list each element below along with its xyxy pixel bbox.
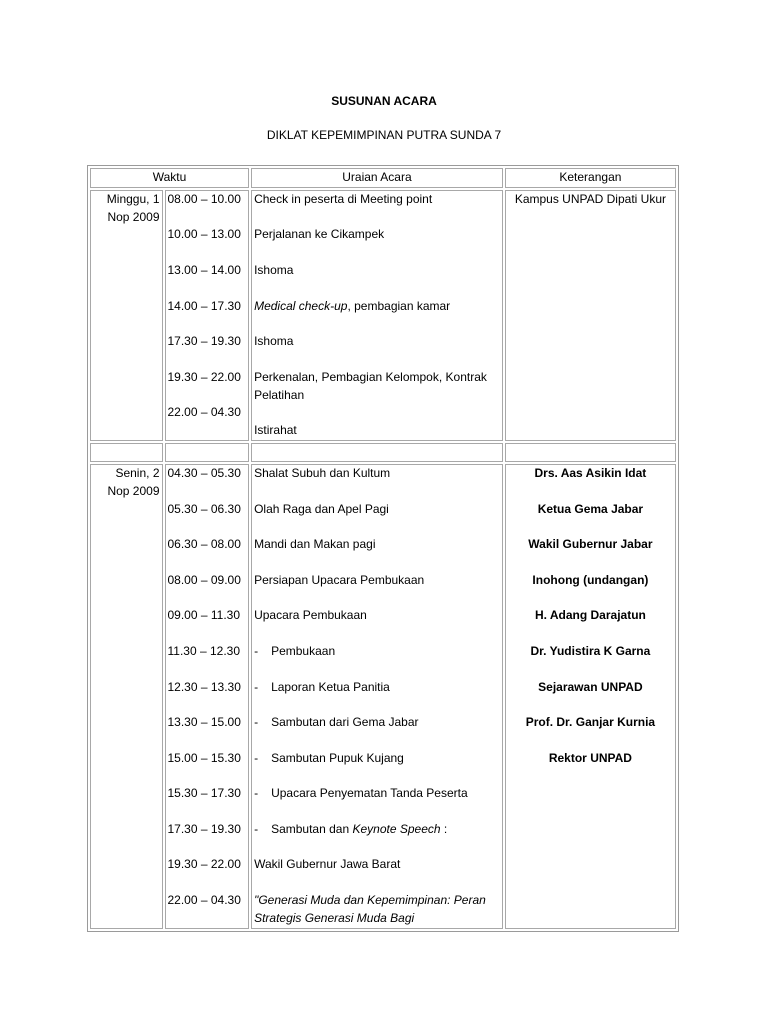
activity-text: Sambutan Pupuk Kujang	[271, 750, 404, 765]
activity	[254, 679, 500, 697]
activity: Upacara Pembukaan	[254, 608, 367, 623]
note: Drs. Aas Asikin Idat	[534, 465, 647, 480]
note: Sejarawan UNPAD	[538, 679, 643, 694]
document-title: SUSUNAN ACARA	[331, 94, 437, 108]
time-slot: 22.00 – 04.30	[167, 893, 241, 908]
activity	[254, 750, 500, 768]
time-slot: 08.00 – 10.00	[167, 191, 241, 206]
time-slot: 10.00 – 13.00	[167, 227, 241, 242]
activity-text: Sambutan dari Gema Jabar	[271, 715, 419, 730]
schedule-row-day2	[90, 464, 676, 929]
time-slot: 06.30 – 08.00	[167, 537, 241, 552]
activity: Persiapan Upacara Pembukaan	[254, 572, 425, 587]
time-slot: 19.30 – 22.00	[167, 857, 241, 872]
activity: Shalat Subuh dan Kultum	[254, 465, 391, 480]
time-cell	[165, 190, 250, 441]
activity: Check in peserta di Meeting point	[254, 191, 433, 206]
activity-text: Upacara Penyematan Tanda Peserta	[271, 786, 468, 801]
activity: Wakil Gubernur Jawa Barat	[254, 857, 401, 872]
time-slot: 04.30 – 05.30	[167, 465, 241, 480]
time-slot: 11.30 – 12.30	[167, 643, 241, 658]
activity-cell	[251, 464, 503, 929]
header-uraian: Uraian Acara	[251, 168, 503, 188]
activity: Ishoma	[254, 262, 294, 277]
note: Ketua Gema Jabar	[537, 501, 644, 516]
activity: Istirahat	[254, 423, 297, 438]
activity-rest: , pembagian kamar	[347, 298, 451, 313]
header-waktu: Waktu	[90, 168, 249, 188]
bullet-dash: -	[254, 643, 259, 658]
activity	[254, 643, 500, 661]
activity-text: :	[440, 821, 448, 836]
time-slot: 22.00 – 04.30	[167, 405, 241, 420]
note: Kampus UNPAD Dipati Ukur	[514, 191, 666, 206]
time-slot: 15.00 – 15.30	[167, 750, 241, 765]
time-slot: 17.30 – 19.30	[167, 334, 241, 349]
activity-italic: Keynote Speech	[352, 821, 441, 836]
activity: Olah Raga dan Apel Pagi	[254, 501, 389, 516]
activity: Perjalanan ke Cikampek	[254, 227, 385, 242]
time-slot: 12.30 – 13.30	[167, 679, 241, 694]
note: H. Adang Darajatun	[534, 608, 646, 623]
notes-cell	[505, 190, 676, 441]
activity	[254, 714, 500, 732]
header-row	[90, 168, 676, 188]
time-slot: 13.30 – 15.00	[167, 715, 241, 730]
time-slot: 19.30 – 22.00	[167, 369, 241, 384]
bullet-dash: -	[254, 715, 259, 730]
note: Dr. Yudistira K Garna	[530, 643, 651, 658]
activity: Ishoma	[254, 334, 294, 349]
day-cell: Minggu, 1 Nop 2009	[90, 190, 163, 441]
note: Rektor UNPAD	[548, 750, 632, 765]
bullet-dash: -	[254, 821, 259, 836]
time-slot: 17.30 – 19.30	[167, 821, 241, 836]
activity-text: Laporan Ketua Panitia	[271, 679, 390, 694]
document-subtitle: DIKLAT KEPEMIMPINAN PUTRA SUNDA 7	[266, 128, 502, 142]
time-slot: 05.30 – 06.30	[167, 501, 241, 516]
time-slot: 09.00 – 11.30	[167, 608, 241, 623]
time-slot: 15.30 – 17.30	[167, 786, 241, 801]
activity: "Generasi Muda dan Kepemimpinan: Peran Strategis Generasi Muda Bagi	[254, 893, 486, 925]
bullet-dash: -	[254, 750, 259, 765]
notes-cell	[505, 464, 676, 929]
activity: Perkenalan, Pembagian Kelompok, Kontrak Pelatihan	[254, 369, 487, 402]
bullet-dash: -	[254, 679, 259, 694]
activity	[254, 298, 500, 316]
note: Prof. Dr. Ganjar Kurnia	[525, 715, 656, 730]
spacer-row	[90, 443, 676, 462]
schedule-table	[87, 165, 679, 932]
time-cell	[165, 464, 250, 929]
day-cell: Senin, 2 Nop 2009	[90, 464, 163, 929]
activity-text: Sambutan dan	[271, 821, 353, 836]
note: Wakil Gubernur Jabar	[528, 537, 653, 552]
activity	[254, 785, 500, 803]
time-slot: 13.00 – 14.00	[167, 262, 241, 277]
activity-text: Pembukaan	[271, 643, 336, 658]
activity-cell	[251, 190, 503, 441]
note: Inohong (undangan)	[532, 572, 649, 587]
bullet-dash: -	[254, 786, 259, 801]
activity-italic: Medical check-up	[254, 298, 348, 313]
activity: Mandi dan Makan pagi	[254, 537, 376, 552]
header-keterangan: Keterangan	[505, 168, 676, 188]
time-slot: 08.00 – 09.00	[167, 572, 241, 587]
time-slot: 14.00 – 17.30	[167, 298, 241, 313]
activity	[254, 821, 500, 839]
schedule-row-day1	[90, 190, 676, 441]
